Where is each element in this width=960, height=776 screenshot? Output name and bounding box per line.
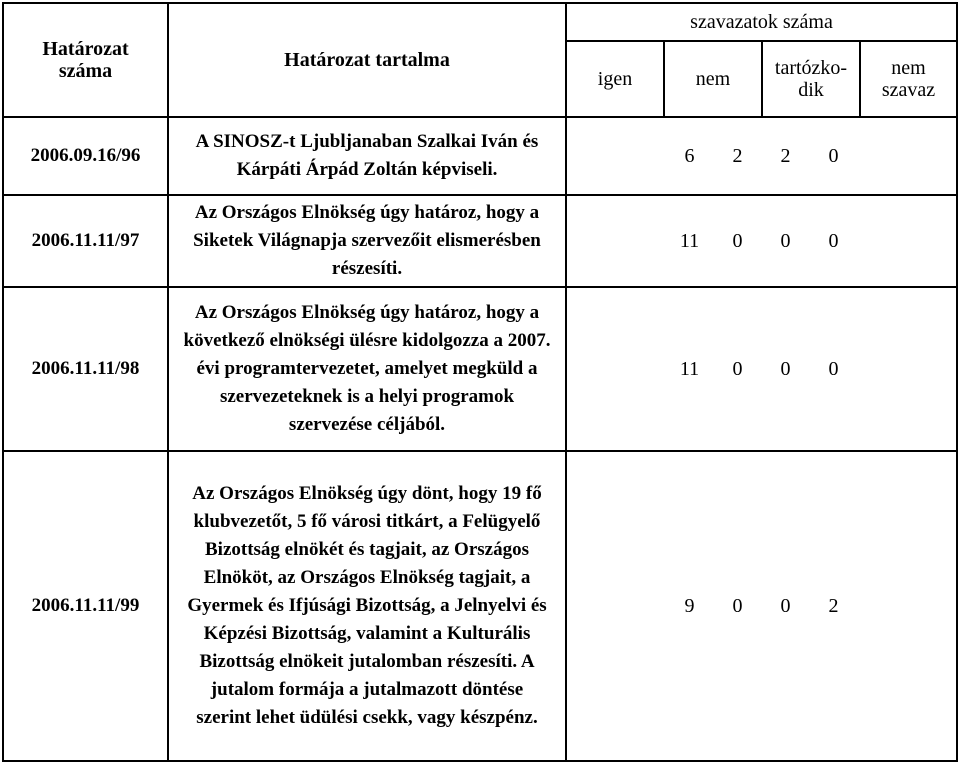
vote-none: 2 <box>828 594 839 617</box>
table-row <box>3 287 957 451</box>
resolution-content: Az Országos Elnökség úgy határoz, hogy a következő elnökségi ülésre kidolgozza a 2007. évi programtervezetet, amelyet megküld a szervezeteknek is a helyi programok szervezése céljából. <box>168 287 566 451</box>
header-vote-abstain <box>762 41 860 117</box>
table-row <box>3 195 957 287</box>
vote-abstain: 0 <box>780 357 791 380</box>
resolution-date: 2006.11.11/98 <box>3 287 168 451</box>
resolution-content: Az Országos Elnökség úgy határoz, hogy a Siketek Világnapja szervezőit elismerésben részesíti. <box>168 195 566 287</box>
vote-counts <box>566 195 957 287</box>
vote-no: 0 <box>732 229 743 252</box>
vote-abstain-label: tartózko-dik <box>774 57 848 101</box>
vote-no: 0 <box>732 357 743 380</box>
header-date <box>3 3 168 117</box>
header-vote-yes <box>566 41 664 117</box>
resolution-date: 2006.11.11/97 <box>3 195 168 287</box>
vote-abstain: 0 <box>780 229 791 252</box>
header-date-label: Határozat száma <box>42 38 129 82</box>
vote-none: 0 <box>828 144 839 167</box>
vote-yes: 9 <box>684 594 695 617</box>
vote-no: 0 <box>732 594 743 617</box>
header-content <box>168 3 566 117</box>
header-vote-none <box>860 41 957 117</box>
vote-none-label: nem szavaz <box>881 57 936 101</box>
header-votes-label: szavazatok száma <box>690 11 833 33</box>
vote-yes: 11 <box>679 357 700 380</box>
resolution-content: A SINOSZ-t Ljubljanaban Szalkai Iván és Kárpáti Árpád Zoltán képviseli. <box>168 117 566 195</box>
vote-counts <box>566 451 957 761</box>
vote-no: 2 <box>732 144 743 167</box>
resolution-content: Az Országos Elnökség úgy dönt, hogy 19 fő klubvezetőt, 5 fő városi titkárt, a Felügyelő Bizottság elnökét és tagjait, az Országos Elnököt, az Országos Elnökség tagjait, a Gyermek és Ifjúsági Bizottság, a Jelnyelvi és Képzési Bizottság, valamint a Kulturális Bizottság elnökeit jutalomban részesíti. A jutalom formája a jutalmazott döntése szerint lehet üdülési csekk, vagy készpénz. <box>168 451 566 761</box>
vote-none: 0 <box>828 357 839 380</box>
resolution-date: 2006.11.11/99 <box>3 451 168 761</box>
vote-yes-label: igen <box>597 68 633 90</box>
resolutions-table <box>2 2 958 762</box>
vote-abstain: 0 <box>780 594 791 617</box>
header-votes <box>566 3 957 41</box>
table-row <box>3 117 957 195</box>
vote-abstain: 2 <box>780 144 791 167</box>
vote-yes: 11 <box>679 229 700 252</box>
vote-yes: 6 <box>684 144 695 167</box>
vote-counts <box>566 117 957 195</box>
table-row <box>3 451 957 761</box>
resolution-date: 2006.09.16/96 <box>3 117 168 195</box>
vote-no-label: nem <box>695 68 731 90</box>
vote-none: 0 <box>828 229 839 252</box>
vote-counts <box>566 287 957 451</box>
header-vote-no <box>664 41 762 117</box>
header-content-label: Határozat tartalma <box>284 49 450 71</box>
